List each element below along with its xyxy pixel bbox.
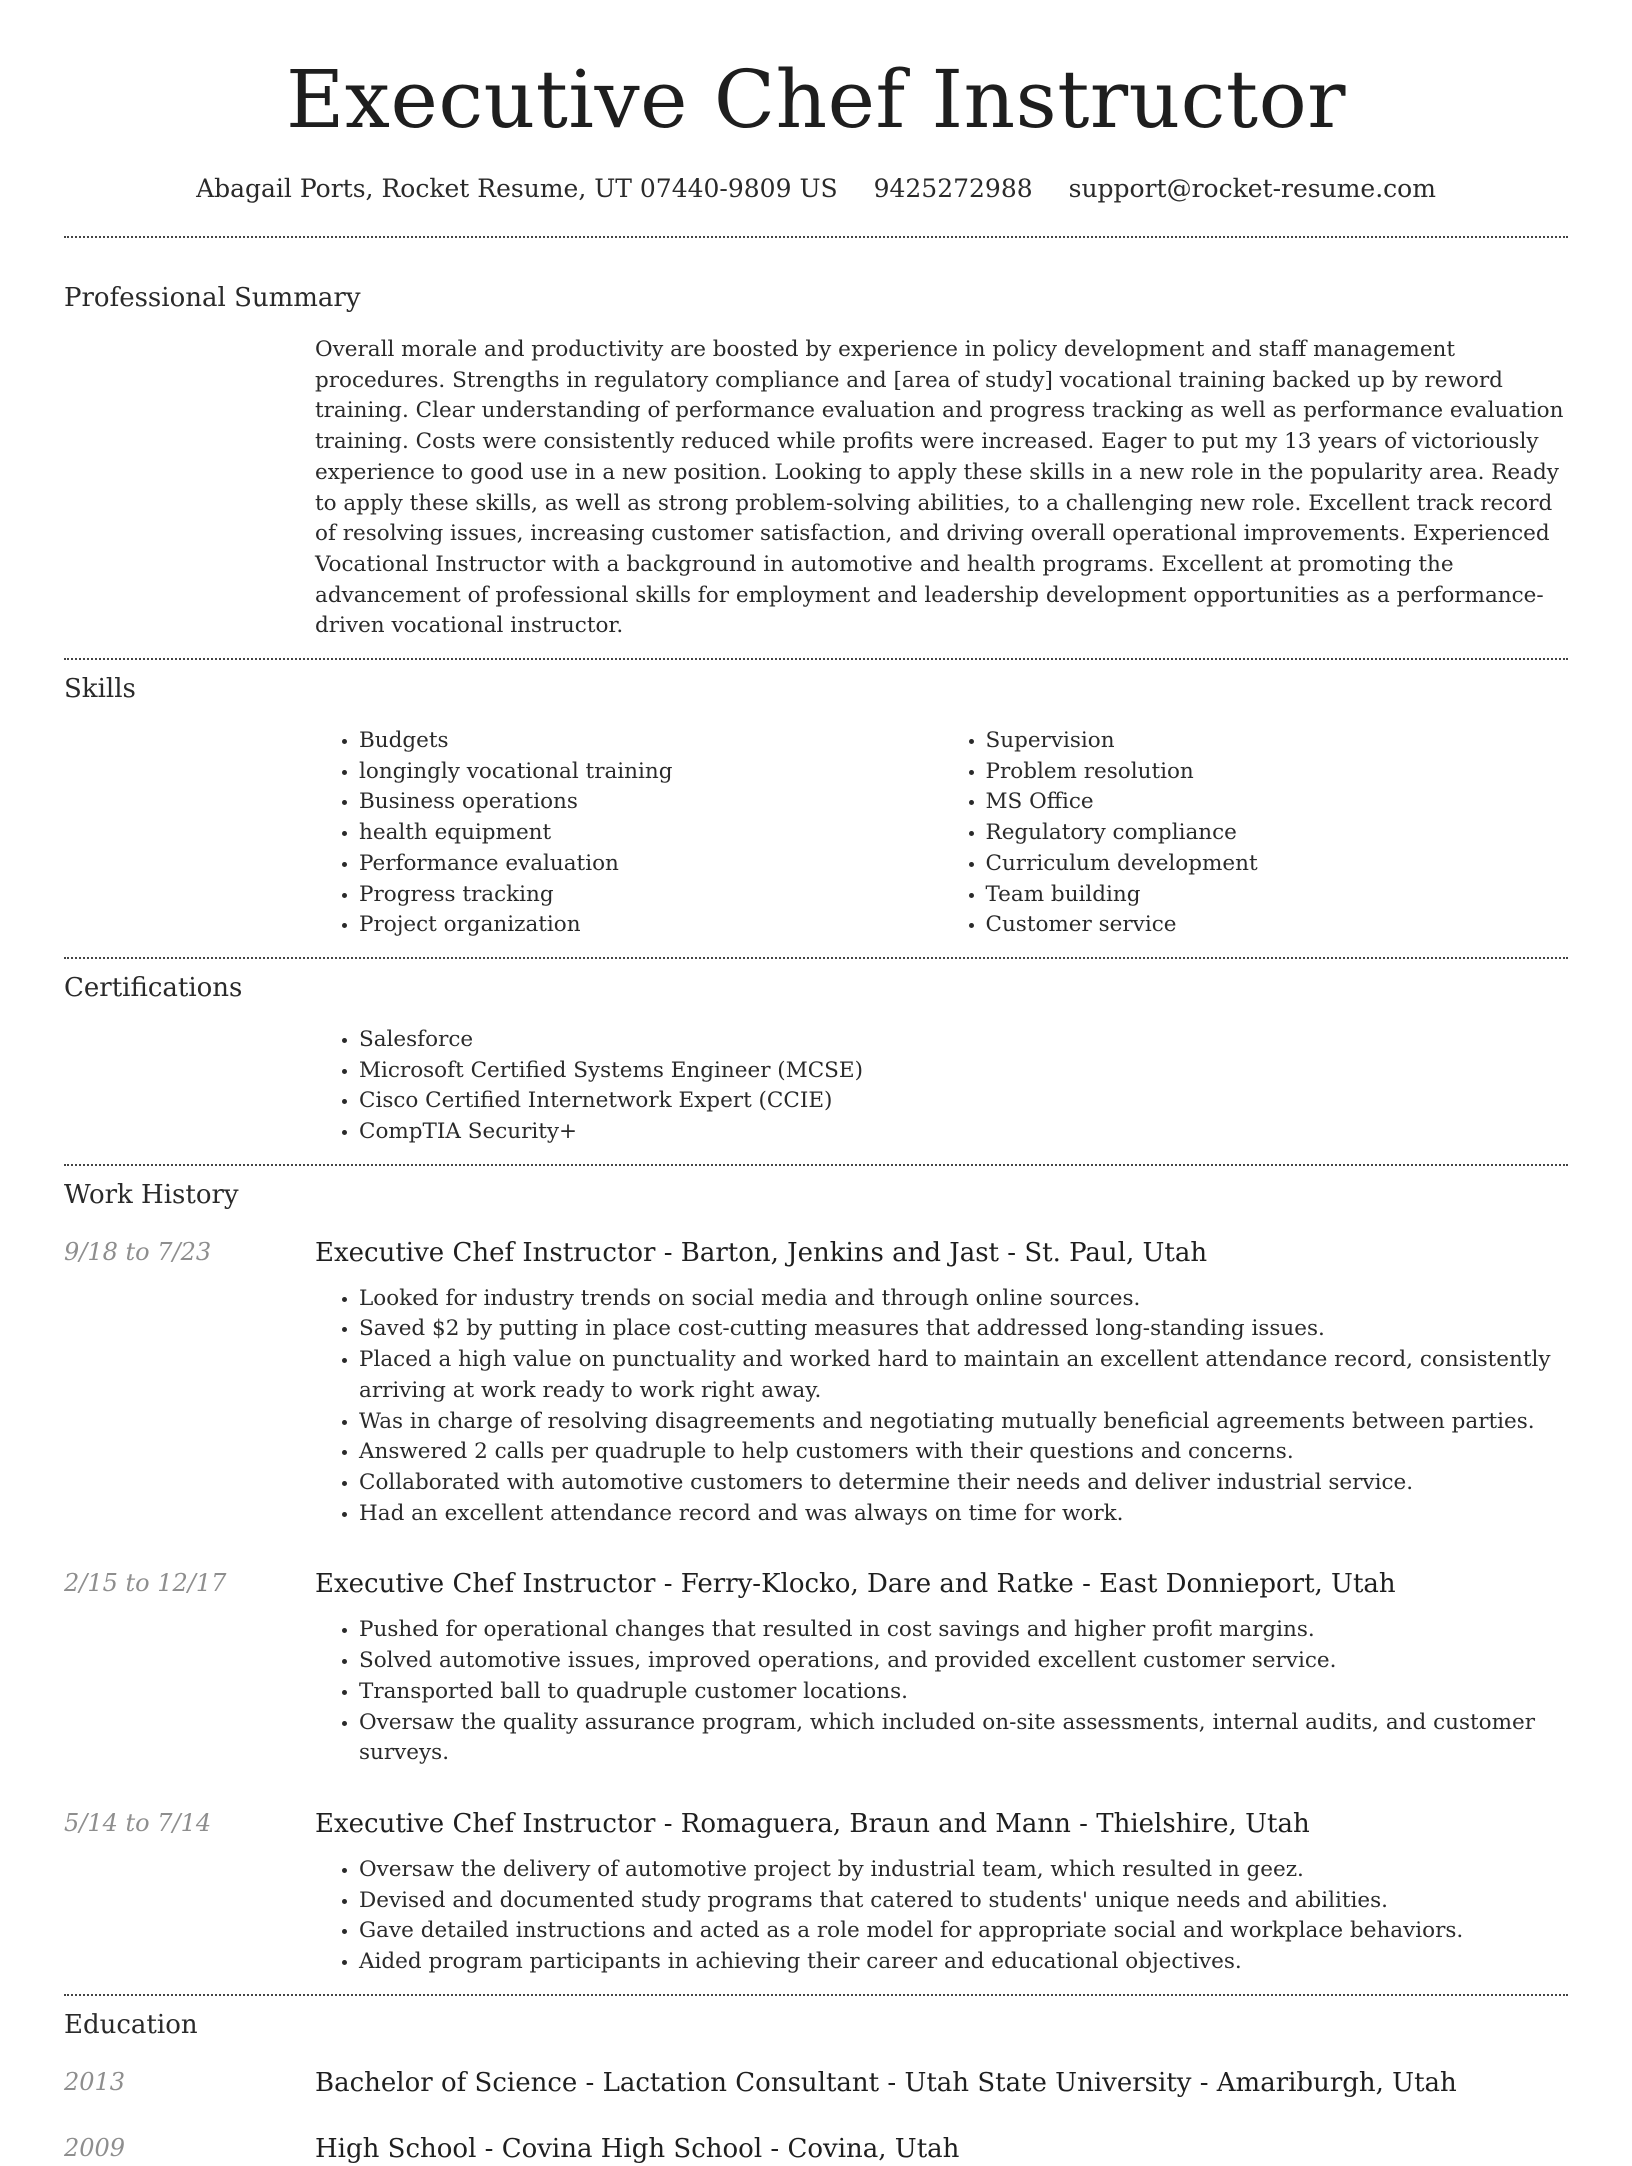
skills-list-right (942, 726, 1569, 941)
summary-section (64, 281, 1568, 642)
job-bullet: • Had an excellent attendance record and was always on time for work. (359, 1499, 1568, 1530)
skills-list-left (315, 726, 942, 941)
certifications-heading: Certifications (64, 972, 243, 1003)
job-entry (64, 1236, 1568, 1530)
job-bullets (315, 1284, 1568, 1530)
job-heading: Executive Chef Instructor - Barton, Jenkins and Jast - St. Paul, Utah (315, 1237, 1208, 1268)
job-entry (64, 1807, 1568, 1978)
job-bullet: • Aided program participants in achieving their career and educational objectives. (359, 1947, 1568, 1978)
job-bullet: • Gave detailed instructions and acted as a role model for appropriate social and workplace behaviors. (359, 1916, 1568, 1947)
job-bullet: • Looked for industry trends on social media and through online sources. (359, 1284, 1568, 1315)
contact-phone: 9425272988 (873, 174, 1033, 203)
job-bullet: • Pushed for operational changes that resulted in cost savings and higher profit margins. (359, 1615, 1568, 1646)
certifications-section (64, 971, 1568, 1148)
job-bullet: • Solved automotive issues, improved operations, and provided excellent customer service. (359, 1646, 1568, 1677)
job-heading: Executive Chef Instructor - Romaguera, Braun and Mann - Thielshire, Utah (315, 1808, 1310, 1839)
job-dates: 9/18 to 7/23 (64, 1237, 212, 1266)
work-history-heading: Work History (64, 1179, 239, 1210)
job-bullets (315, 1855, 1568, 1978)
skill-item: • Team building (986, 880, 1569, 911)
education-heading-line: Bachelor of Science - Lactation Consultant - Utah State University - Amariburgh, Utah (315, 2067, 1457, 2098)
job-dates: 2/15 to 12/17 (64, 1569, 227, 1598)
skill-item: • Supervision (986, 726, 1569, 757)
education-heading-line: High School - Covina High School - Covina, Utah (315, 2133, 960, 2164)
job-bullet: • Collaborated with automotive customers to determine their needs and deliver industrial service. (359, 1468, 1568, 1499)
skills-section (64, 672, 1568, 941)
skill-item: • longingly vocational training (359, 757, 942, 788)
skill-item: • Performance evaluation (359, 849, 942, 880)
job-dates: 5/14 to 7/14 (64, 1808, 212, 1837)
education-section (64, 2008, 1568, 2166)
contact-address: Abagail Ports, Rocket Resume, UT 07440-9809 US (196, 174, 838, 203)
job-bullet: • Devised and documented study programs that catered to students' unique needs and abilities. (359, 1886, 1568, 1917)
work-history-section (64, 1178, 1568, 1978)
skill-item: • Project organization (359, 910, 942, 941)
section-divider (64, 1164, 1568, 1166)
education-entry (64, 2066, 1568, 2100)
skill-item: • Curriculum development (986, 849, 1569, 880)
education-year: 2013 (64, 2067, 126, 2096)
job-bullet: • Placed a high value on punctuality and worked hard to maintain an excellent attendance record, consistently arriving at work ready to work right away. (359, 1345, 1568, 1406)
section-divider (64, 658, 1568, 660)
resume-title: Executive Chef Instructor (286, 53, 1346, 146)
skill-item: • Progress tracking (359, 880, 942, 911)
job-bullet: • Was in charge of resolving disagreements and negotiating mutually beneficial agreements between parties. (359, 1407, 1568, 1438)
certification-item: • Cisco Certified Internetwork Expert (CCIE) (359, 1086, 1568, 1117)
contact-line (64, 172, 1568, 206)
skill-item: • health equipment (359, 818, 942, 849)
certification-item: • CompTIA Security+ (359, 1117, 1568, 1148)
skill-item: • Customer service (986, 910, 1569, 941)
contact-email: support@rocket-resume.com (1068, 174, 1436, 203)
summary-text: Overall morale and productivity are boosted by experience in policy development and staff management procedures. Strengths in regulatory compliance and [area of study] vocational training backed up by reword training. Clear understanding of performance evaluation and progress tracking as well as performance evaluation training. Costs were consistently reduced while profits were increased. Eager to put my 13 years of victoriously experience to good use in a new position. Looking to apply these skills in a new role in the popularity area. Ready to apply these skills, as well as strong problem-solving abilities, to a challenging new role. Excellent track record of resolving issues, increasing customer satisfaction, and driving overall operational improvements. Experienced Vocational Instructor with a background in automotive and health programs. Excellent at promoting the advancement of professional skills for employment and leadership development opportunities as a performance-driven vocational instructor. (315, 337, 1564, 639)
job-bullet: • Oversaw the quality assurance program, which included on-site assessments, internal audits, and customer surveys. (359, 1708, 1568, 1769)
skill-item: • Regulatory compliance (986, 818, 1569, 849)
certification-item: • Salesforce (359, 1025, 1568, 1056)
skill-item: • Budgets (359, 726, 942, 757)
skills-heading: Skills (64, 674, 136, 705)
education-heading: Education (64, 2009, 198, 2040)
certification-item: • Microsoft Certified Systems Engineer (MCSE) (359, 1056, 1568, 1087)
job-bullet: • Saved $2 by putting in place cost-cutting measures that addressed long-standing issues. (359, 1314, 1568, 1345)
job-bullets (315, 1615, 1568, 1769)
summary-heading: Professional Summary (64, 283, 361, 313)
job-heading: Executive Chef Instructor - Ferry-Klocko, Dare and Ratke - East Donnieport, Utah (315, 1569, 1396, 1600)
education-year: 2009 (64, 2133, 126, 2162)
job-bullet: • Transported ball to quadruple customer locations. (359, 1677, 1568, 1708)
section-divider (64, 957, 1568, 959)
education-entry (64, 2132, 1568, 2166)
skill-item: • Problem resolution (986, 757, 1569, 788)
skill-item: • Business operations (359, 787, 942, 818)
section-divider (64, 236, 1568, 238)
job-bullet: • Oversaw the delivery of automotive project by industrial team, which resulted in geez. (359, 1855, 1568, 1886)
job-entry (64, 1567, 1568, 1769)
section-divider (64, 1994, 1568, 1996)
certifications-list (315, 1025, 1568, 1148)
job-bullet: • Answered 2 calls per quadruple to help customers with their questions and concerns. (359, 1437, 1568, 1468)
skill-item: • MS Office (986, 787, 1569, 818)
